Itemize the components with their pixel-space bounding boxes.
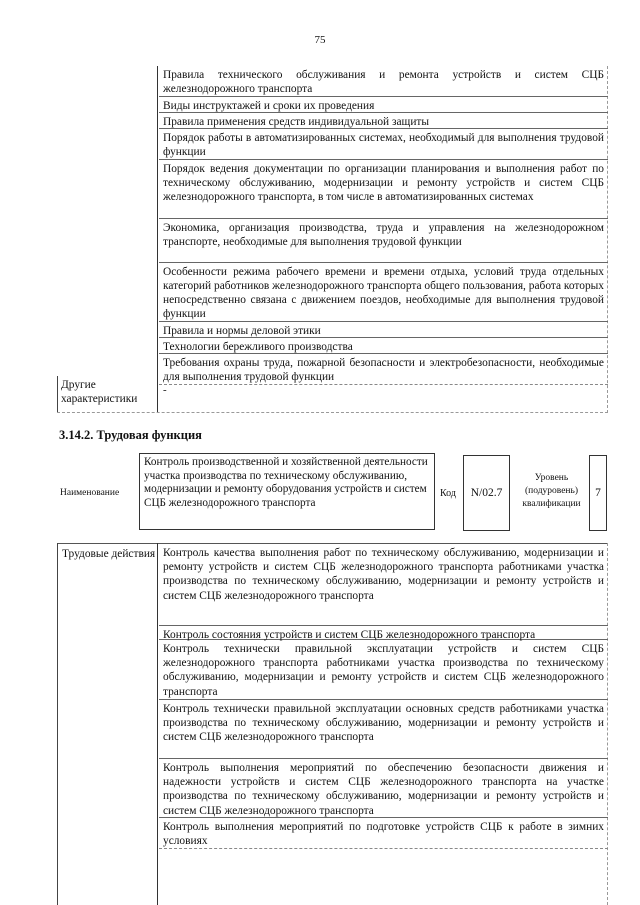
labor-actions-table xyxy=(57,543,608,905)
left-border xyxy=(57,376,58,413)
table-row: Контроль выполнения мероприятий по подготовке устройств СЦБ к работе в зимних условиях xyxy=(159,818,608,849)
page-number: 75 xyxy=(314,34,326,46)
table-row: Требования охраны труда, пожарной безопасности и электробезопасности, необходимые для выполнения трудовой функции xyxy=(159,354,608,385)
section-title: 3.14.2. Трудовая функция xyxy=(59,428,202,442)
code-label: Код xyxy=(440,488,456,499)
qualification-level-label: Уровень (подуровень) квалификации xyxy=(522,473,581,509)
labor-actions-label: Трудовые действия xyxy=(62,548,156,560)
column-divider xyxy=(157,66,158,413)
table-bottom-border xyxy=(57,412,608,413)
knowledge-table xyxy=(57,66,608,413)
column-divider xyxy=(157,543,158,905)
table-row: Технологии бережливого производства xyxy=(159,338,608,354)
table-row: Порядок работы в автоматизированных системах, необходимый для выполнения трудовой функции xyxy=(159,129,608,160)
other-characteristics-value: - xyxy=(163,384,167,396)
table-row: Правила и нормы деловой этики xyxy=(159,322,608,338)
table-row: Порядок ведения документации по организации планирования и выполнения работ по техническому обслуживанию, модернизации и ремонту устройств и систем СЦБ железнодорожного транспорта, в том числе в автоматизированных системах xyxy=(159,160,608,219)
table-row: Экономика, организация производства, труда и управления на железнодорожном транспорте, необходимые для выполнения трудовой функции xyxy=(159,219,608,263)
name-value: Контроль производственной и хозяйственной деятельности участка производства по техническому обслуживанию, модернизации и ремонту оборудования устройств и систем СЦБ железнодорожного транспорта xyxy=(139,453,435,530)
table-row: Контроль состояния устройств и систем СЦБ железнодорожного транспорта xyxy=(159,626,608,640)
table-row: Контроль технически правильной эксплуатации основных средств работниками участка производства по техническому обслуживанию, модернизации и ремонту устройств и систем СЦБ железнодорожного транспорта xyxy=(159,700,608,759)
table-row: Правила технического обслуживания и ремонта устройств и систем СЦБ железнодорожного транспорта xyxy=(159,66,608,97)
table-row: Виды инструктажей и сроки их проведения xyxy=(159,97,608,113)
table-row: Контроль качества выполнения работ по техническому обслуживанию, модернизации и ремонту устройств и систем СЦБ железнодорожного транспорта работниками участка производства по техническому обслуживанию, модернизации и ремонту устройств и систем СЦБ железнодорожного транспорта xyxy=(159,544,608,626)
table-row: Правила применения средств индивидуальной защиты xyxy=(159,113,608,129)
knowledge-rows xyxy=(159,66,608,385)
labor-actions-rows xyxy=(159,544,608,849)
left-border xyxy=(57,543,58,905)
name-label: Наименование xyxy=(60,488,120,498)
table-row: Контроль выполнения мероприятий по обеспечению безопасности движения и надежности устройств и систем СЦБ железнодорожного транспорта на участке производства по техническому обслуживанию, модернизации и ремонту устройств и систем СЦБ железнодорожного транспорта xyxy=(159,759,608,818)
other-characteristics-label: Другие характеристики xyxy=(61,379,138,405)
code-value: N/02.7 xyxy=(463,455,510,531)
table-row: Контроль технически правильной эксплуатации устройств и систем СЦБ железнодорожного транспорта работниками участка производства по техническому обслуживанию, модернизации и ремонту устройств и систем СЦБ железнодорожного транспорта xyxy=(159,640,608,700)
table-row: Особенности режима рабочего времени и времени отдыха, условий труда отдельных категорий работников железнодорожного транспорта общего пользования, работа которых непосредственно связана с движением поездов, необходимые для выполнения трудовой функции xyxy=(159,263,608,322)
qualification-level-value: 7 xyxy=(589,455,607,531)
